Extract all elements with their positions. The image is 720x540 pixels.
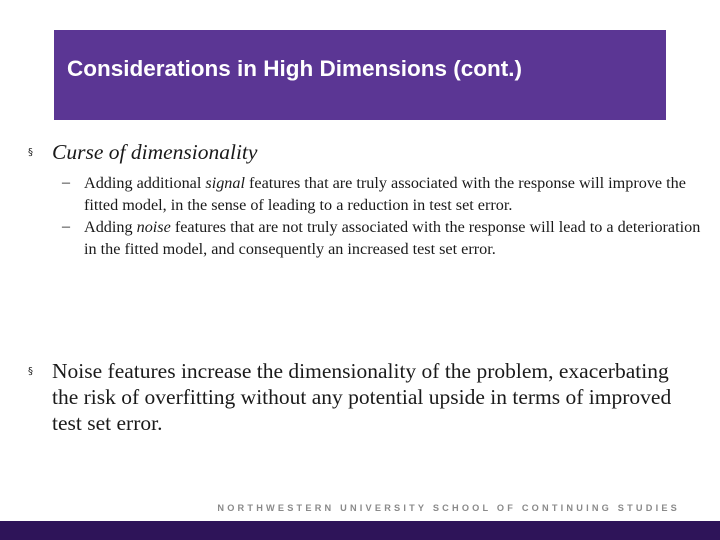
signal-emphasis: signal: [205, 174, 245, 192]
noise-emphasis: noise: [136, 218, 171, 236]
sub-bullet-1-text: [84, 172, 702, 216]
title-bar: [54, 30, 666, 120]
sub-bullet-2-prefix: Adding: [84, 218, 137, 236]
slide-title: Considerations in High Dimensions (cont.): [67, 56, 523, 81]
sub-bullet-1-suffix: features that are truly associated with the response will improve the fitted model, in the sense of leading to a reduction in test set error.: [84, 174, 686, 214]
sub-bullet-1-prefix: Adding additional: [84, 174, 206, 192]
sub-bullet-2-suffix: features that are not truly associated with the response will lead to a deterioration in the fitted model, and consequently an increased test set error.: [84, 218, 701, 258]
bullet-2-marker: §: [28, 366, 33, 377]
bullet-1-text: Curse of dimensionality: [52, 140, 258, 164]
university-logo-text: NORTHWESTERN UNIVERSITY SCHOOL OF CONTINUING STUDIES: [217, 503, 680, 513]
sub-bullet-1-marker: –: [62, 174, 70, 191]
bullet-1: [28, 139, 698, 165]
bullet-2-text: Noise features increase the dimensionality of the problem, exacerbating the risk of overfitting without any potential upside in terms of improved test set error.: [52, 359, 672, 435]
sub-bullet-2-marker: –: [62, 218, 70, 235]
sub-bullet-1: [62, 172, 702, 216]
bullet-1-marker: §: [28, 147, 33, 158]
footer-bar: [0, 521, 720, 540]
sub-bullet-list: [62, 172, 702, 260]
sub-bullet-2: [62, 216, 702, 260]
bullet-2: [28, 358, 698, 436]
sub-bullet-2-text: [84, 216, 702, 260]
